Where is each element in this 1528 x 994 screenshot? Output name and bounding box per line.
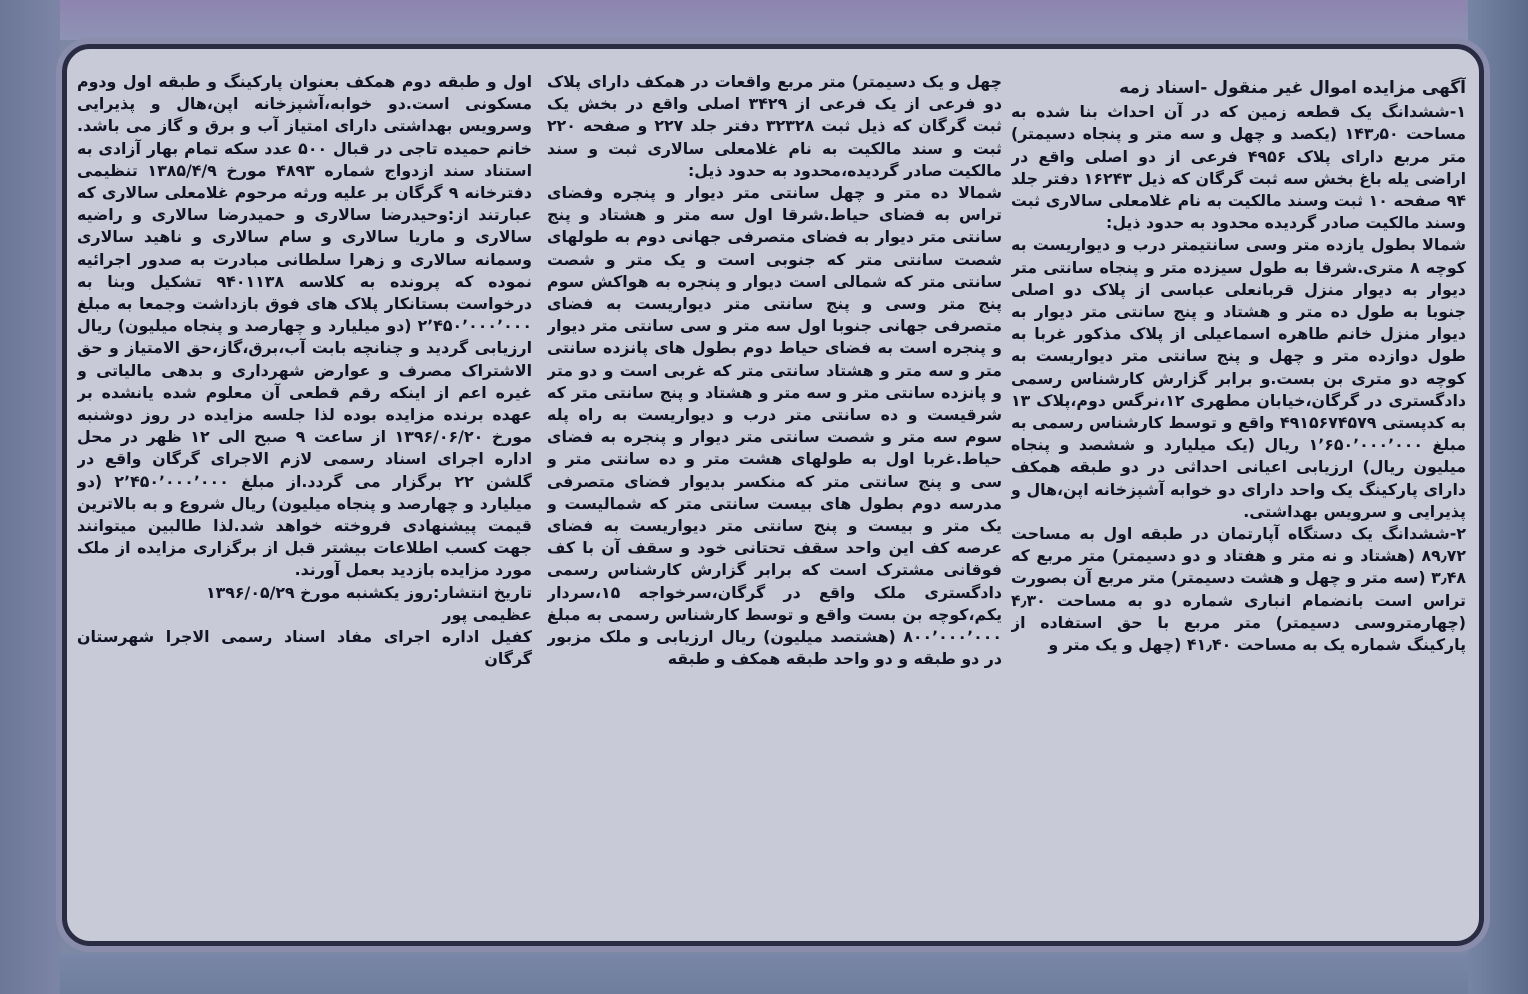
article-title: آگهی مزایده اموال غیر منقول -اسناد زمه: [1119, 78, 1466, 98]
article-paragraph: ۲-ششدانگ یک دستگاه آپارتمان در طبقه اول به مساحت ۸۹٫۷۲ (هشتاد و نه متر و هفتاد و دو دسیمتر) متر مربع که ۳٫۴۸ (سه متر و چهل و هشت دسیمتر) متر مربع آن بصورت تراس است بانضمام انباری شماره دو به مساحت ۴٫۳۰ (چهارمتروسی دسیمتر) متر مربع با حق استفاده از پارکینگ شماره یک به مساحت ۴۱٫۴۰ (چهل و یک متر و: [1011, 524, 1466, 655]
article-paragraph: شمالا ده متر و چهل سانتی متر دیوار و پنجره وفضای تراس به فضای حیاط.شرقا اول سه متر و هشتاد و پنج سانتی متر دیوار به فضای متصرفی جهانی دوم به طولهای شصت سانتی متر که جنوبی است و یک متر و شصت سانتی متر که شمالی است دیوار و پنجره به هواکش سوم پنج متر وسی و پنج سانتی متر دیواریست به فضای متصرفی جهانی جنوبا اول سه متر و سی سانتی متر دیوار و پنجره است به فضای حیاط دوم بطول های پانزده سانتی متر و سه متر و هشتاد سانتی متر که غربی است و دو متر و پانزده سانتی متر و سه متر و هشتاد و پنج سانتی متر که شرقیست و ده سانتی متر درب و دیواریست به راه پله سوم سه متر و شصت سانتی متر دیوار و پنجره به فضای حیاط.غربا اول به طولهای هشت متر و ده سانتی متر و سی و پنج سانتی متر که منکسر بدیوار فضای متصرفی مدرسه دوم بطول های بیست سانتی متر که شمالیست و یک متر و بیست و پنج سانتی متر دیواریست به فضای عرصه کف این واحد سقف تحتانی خود و سقف آن با کف فوقانی مشترک است که برابر گزارش کارشناس رسمی دادگستری ملک واقع در گرگان،سرخواجه ۱۵،سردار یکم،کوچه بن بست واقع و توسط کارشناس رسمی به مبلغ ۸۰۰٬۰۰۰٬۰۰۰ (هشتصد میلیون) ریال ارزیابی و ملک مزبور در دو طبقه و دو واحد طبقه همکف و طبقه: [547, 183, 1002, 669]
scan-edge-left: [0, 0, 60, 994]
signatory-title: کفیل اداره اجرای مفاد اسناد رسمی الاجرا شهرستان گرگان: [77, 627, 532, 669]
article-column-right: [1011, 77, 1466, 927]
scan-edge-bottom: [0, 954, 1528, 994]
newspaper-clipping: [62, 44, 1484, 946]
signatory-name: عظیمی پور: [442, 604, 532, 624]
article-paragraph: چهل و یک دسیمتر) متر مربع واقعات در همکف دارای پلاک دو فرعی از یک فرعی از ۳۴۲۹ اصلی واقع در بخش یک ثبت گرگان که ذیل ثبت ۳۲۳۲۸ دفتر جلد ۲۲۷ و صفحه ۲۲۰ ثبت و سند مالکیت به نام غلامعلی سالاری ثبت و سند مالکیت صادر گردیده،محدود به حدود ذیل:: [547, 72, 1002, 180]
article-paragraph: شمالا بطول یازده متر وسی سانتیمتر درب و دیواریست به کوچه ۸ متری.شرقا به طول سیزده متر و پنجاه سانتی متر دیوار به دیوار منزل قربانعلی عباسی از پلاک دو اصلی جنوبا به طول ده متر و هشتاد و پنج سانتی متر دیوار به دیوار منزل خانم طاهره اسماعیلی از پلاک مذکور غربا به طول دوازده متر و چهل و پنج سانتی متر دیواریست به کوچه دو متری بن بست.و برابر گزارش کارشناس رسمی دادگستری در گرگان،خیابان مطهری ۱۲،نرگس دوم،پلاک ۱۳ به کدپستی ۴۹۱۵۶۷۴۵۷۹ واقع و توسط کارشناس رسمی به مبلغ ۱٬۶۵۰٬۰۰۰٬۰۰۰ ریال (یک میلیارد و ششصد و پنجاه میلیون ریال) ارزیابی اعیانی احداثی در دو طبقه همکف دارای پارکینگ یک واحد دارای دو خوابه آشپزخانه اپن،هال و پذیرایی و سرویس بهداشتی.: [1011, 235, 1466, 521]
article-paragraph: ۱-ششدانگ یک قطعه زمین که در آن احداث بنا شده به مساحت ۱۴۳٫۵۰ (یکصد و چهل و سه متر و پنجاه دسیمتر) متر مربع دارای پلاک ۴۹۵۶ فرعی از دو اصلی واقع در اراضی یله باغ بخش سه ثبت گرگان که ذیل ۱۶۲۴۳ دفتر جلد ۹۴ صفحه ۱۰ ثبت وسند مالکیت به نام غلامعلی سالاری ثبت وسند مالکیت صادر گردیده محدود به حدود ذیل:: [1011, 102, 1466, 233]
article-column-left: [77, 71, 532, 921]
scan-edge-top: [0, 0, 1528, 40]
article-paragraph: اول و طبقه دوم همکف بعنوان پارکینگ و طبقه اول ودوم مسکونی است.دو خوابه،آشپزخانه اپن،هال و پذیرایی وسرویس بهداشتی دارای امتیاز آب و برق و گاز می باشد. خانم حمیده تاجی در قبال ۵۰۰ عدد سکه تمام بهار آزادی به استناد سند ازدواج شماره ۴۸۹۳ مورخ ۱۳۸۵/۴/۹ تنظیمی دفترخانه ۹ گرگان بر علیه ورثه مرحوم غلامعلی سالاری که عبارتند از:وحیدرضا سالاری و حمیدرضا سالاری و راضیه سالاری و ماریا سالاری و سام سالاری و ناهید سالاری وسمانه سالاری و زهرا سلطانی مبادرت به صدور اجرائیه نموده که پرونده به کلاسه ۹۴۰۱۱۳۸ تشکیل وبنا به درخواست بستانکار پلاک های فوق بازداشت وجمعا به مبلغ ۲٬۴۵۰٬۰۰۰٬۰۰۰ (دو میلیارد و چهارصد و پنجاه میلیون) ریال ارزیابی گردید و چنانچه بابت آب،برق،گاز،حق الامتیاز و حق الاشتراک مصرف و عوارض شهرداری و بدهی مالیاتی و غیره اعم از اینکه رقم قطعی آن معلوم شده یانشده بر عهده برنده مزایده بوده لذا جلسه مزایده در روز دوشنبه مورخ ۱۳۹۶/۰۶/۲۰ از ساعت ۹ صبح الی ۱۲ ظهر در محل اداره اجرای اسناد رسمی لازم الاجرای گرگان واقع در گلشن ۲۲ برگزار می گردد.از مبلغ ۲٬۴۵۰٬۰۰۰٬۰۰۰ (دو میلیارد و چهارصد و پنجاه میلیون) ریال شروع و به بالاترین قیمت پیشنهادی فروخته خواهد شد.لذا طالبین میتوانند جهت کسب اطلاعات بیشتر قبل از برگزاری مزایده از ملک مورد مزایده بازدید بعمل آورند.: [77, 72, 532, 580]
article-column-middle: [547, 71, 1002, 921]
publication-date: تاریخ انتشار:روز یکشنبه مورخ ۱۳۹۶/۰۵/۲۹: [205, 582, 532, 602]
